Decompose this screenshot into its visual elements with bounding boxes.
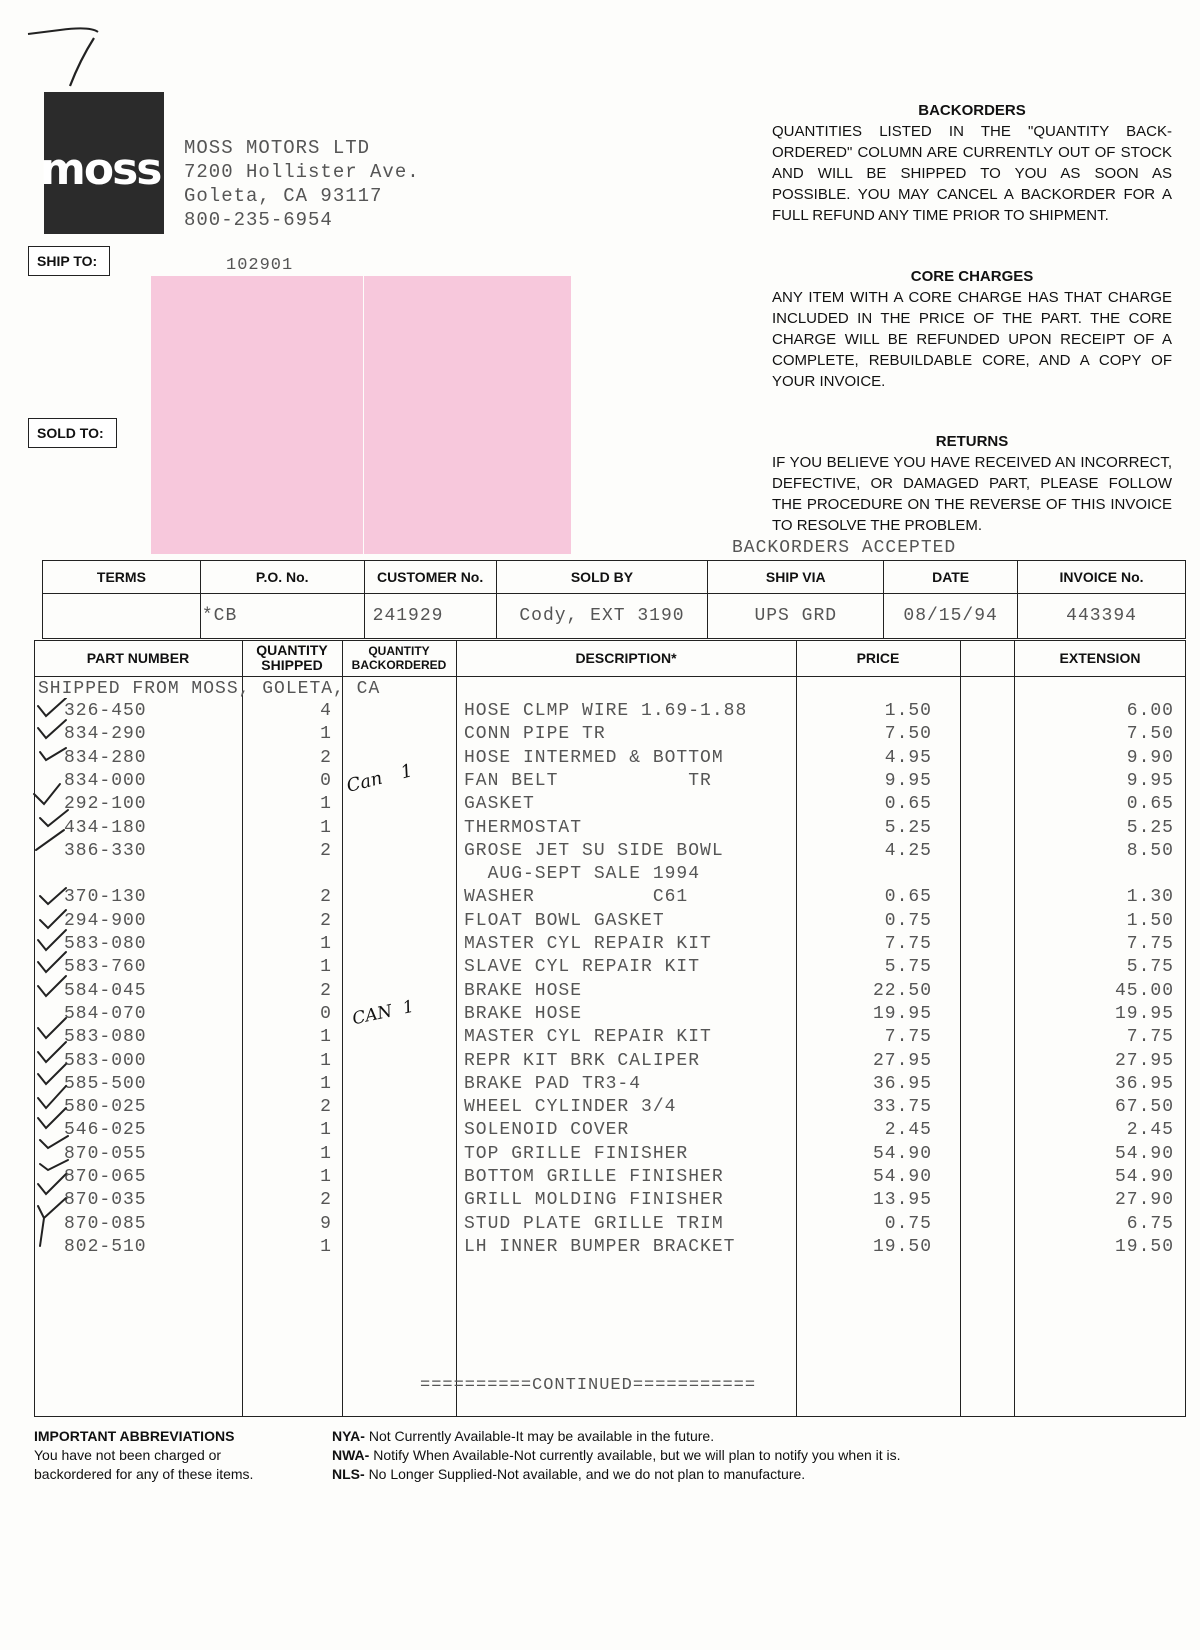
company-address — [184, 136, 420, 232]
cancel-qty: 1 — [401, 996, 416, 1019]
extension-cell: 5.75 — [1126, 957, 1174, 978]
notice-body: ANY ITEM WITH A CORE CHARGE HAS THAT CHARGE INCLUDED IN THE PRICE OF THE PART. THE CORE CHARGE WILL BE REFUNDED UPON RECEIPT OF A COMPLETE, REBUILDABLE CORE, AND A COPY OF YOUR INVOICE. — [772, 289, 1172, 390]
invoice-header-table — [42, 560, 1186, 639]
extension-cell: 7.75 — [1126, 1027, 1174, 1048]
price-cell: 7.50 — [884, 724, 932, 745]
extension-cell: 7.75 — [1126, 934, 1174, 954]
qty-shipped-cell: 2 — [320, 887, 332, 908]
part-number-cell: 802-510 — [64, 1236, 147, 1257]
part-number-cell: 294-900 — [64, 910, 147, 931]
table-row — [34, 701, 1186, 724]
description-cell: BRAKE HOSE — [464, 980, 583, 1001]
price-cell: 0.75 — [884, 1213, 932, 1234]
qty-shipped-cell: 9 — [320, 1213, 332, 1234]
price-cell: 7.75 — [884, 1027, 932, 1048]
handwritten-checkmarks — [30, 698, 90, 1258]
table-row — [34, 887, 1186, 910]
description-cell: SLAVE CYL REPAIR KIT — [464, 957, 701, 978]
price-cell: 5.25 — [884, 817, 932, 838]
part-number-cell: 580-025 — [64, 1097, 147, 1118]
qty-shipped-cell: 1 — [320, 794, 332, 815]
notice-heading: CORE CHARGES — [910, 268, 1034, 285]
qty-shipped-header: QUANTITY SHIPPED — [256, 642, 328, 673]
extension-cell: 54.90 — [1114, 1143, 1174, 1164]
qty-backordered-header: QUANTITY BACKORDERED — [351, 644, 447, 672]
table-row — [34, 771, 1186, 794]
price-cell: 4.95 — [884, 747, 932, 768]
extension-cell: 0.65 — [1126, 794, 1174, 815]
table-row — [34, 1214, 1186, 1237]
description-cell: FAN BELT TR — [464, 770, 712, 791]
price-cell: 0.65 — [884, 794, 932, 815]
description-cell: HOSE INTERMED & BOTTOM — [464, 747, 724, 768]
abbreviation-code: NWA- — [332, 1447, 370, 1463]
qty-shipped-cell: 2 — [320, 1190, 332, 1211]
sticky-note-left — [151, 276, 363, 554]
price-cell: 4.25 — [884, 840, 932, 861]
terms-value — [43, 594, 201, 639]
column-header-divider — [34, 676, 1186, 677]
description-cell: GROSE JET SU SIDE BOWL — [464, 840, 724, 861]
customer-number-value: 241929 — [364, 594, 496, 639]
notice-heading: RETURNS — [935, 433, 1009, 450]
extension-cell: 6.75 — [1126, 1213, 1174, 1234]
table-row — [34, 794, 1186, 817]
part-number-cell: 834-290 — [64, 724, 147, 745]
extension-cell: 1.50 — [1126, 910, 1174, 931]
table-row — [34, 1237, 1186, 1260]
qty-shipped-cell: 1 — [320, 817, 332, 838]
price-cell: 7.75 — [884, 934, 932, 954]
price-cell: 19.50 — [872, 1236, 932, 1257]
ship-to-label: SHIP TO: — [28, 246, 110, 276]
extension-cell: 36.95 — [1114, 1073, 1174, 1094]
description-header: DESCRIPTION* — [575, 649, 677, 666]
cancel-qty: 1 — [398, 760, 415, 784]
part-number-cell: 292-100 — [64, 794, 147, 815]
table-row — [34, 841, 1186, 864]
abbreviation-code: NLS- — [332, 1466, 365, 1482]
qty-shipped-cell: 1 — [320, 1120, 332, 1141]
part-number-cell: 870-065 — [64, 1167, 147, 1187]
price-cell: 27.95 — [872, 1050, 932, 1071]
qty-shipped-cell: 1 — [320, 1167, 332, 1187]
address-line: MOSS MOTORS LTD — [184, 137, 371, 159]
price-cell: 1.50 — [884, 701, 932, 721]
abbreviations-note: You have not been charged or — [34, 1447, 222, 1463]
invoice-number-value: 443394 — [1018, 594, 1186, 639]
ship-via-label: SHIP VIA — [708, 561, 884, 594]
qty-shipped-cell: 2 — [320, 747, 332, 768]
abbreviations-heading: IMPORTANT ABBREVIATIONS — [34, 1428, 235, 1444]
qty-shipped-cell: 0 — [320, 1003, 332, 1024]
extension-cell: 1.30 — [1126, 887, 1174, 908]
abbreviation-item — [332, 1427, 901, 1446]
sold-to-label: SOLD TO: — [28, 418, 117, 448]
extension-cell: 27.90 — [1114, 1190, 1174, 1211]
table-row — [34, 1027, 1186, 1050]
extension-cell: 27.95 — [1114, 1050, 1174, 1071]
extension-cell: 54.90 — [1114, 1167, 1174, 1187]
price-cell: 13.95 — [872, 1190, 932, 1211]
returns-notice — [772, 431, 1172, 536]
qty-shipped-cell: 1 — [320, 934, 332, 954]
price-cell: 33.75 — [872, 1097, 932, 1118]
qty-shipped-cell: 1 — [320, 1236, 332, 1257]
price-cell: 5.75 — [884, 957, 932, 978]
backorders-notice — [772, 100, 1172, 226]
part-number-cell: 584-070 — [64, 1003, 147, 1024]
part-number-cell: 870-055 — [64, 1143, 147, 1164]
qty-shipped-cell: 2 — [320, 840, 332, 861]
date-label: DATE — [884, 561, 1018, 594]
description-cell: BRAKE HOSE — [464, 1003, 583, 1024]
table-row — [34, 1097, 1186, 1120]
logo-text: moss — [40, 144, 161, 195]
ship-to-account-number: 102901 — [226, 256, 294, 275]
description-cell: AUG-SEPT SALE 1994 — [464, 864, 701, 885]
qty-shipped-cell: 2 — [320, 910, 332, 931]
qty-shipped-cell: 1 — [320, 724, 332, 745]
qty-shipped-cell: 1 — [320, 1050, 332, 1071]
shipped-from-line: SHIPPED FROM MOSS, GOLETA, CA — [38, 679, 381, 699]
extension-cell: 6.00 — [1126, 701, 1174, 721]
extension-header: EXTENSION — [1059, 649, 1141, 666]
extension-cell: 19.95 — [1114, 1003, 1174, 1024]
abbreviation-item — [332, 1446, 901, 1465]
notice-heading: BACKORDERS — [918, 102, 1026, 119]
qty-shipped-cell: 0 — [320, 770, 332, 791]
part-number-cell: 583-760 — [64, 957, 147, 978]
description-cell: SOLENOID COVER — [464, 1120, 630, 1141]
part-number-header: PART NUMBER — [86, 649, 190, 666]
description-cell: WHEEL CYLINDER 3/4 — [464, 1097, 677, 1118]
core-charges-notice — [772, 266, 1172, 392]
moss-logo — [40, 92, 164, 234]
table-row — [34, 748, 1186, 771]
description-cell: MASTER CYL REPAIR KIT — [464, 934, 712, 954]
price-cell: 54.90 — [872, 1167, 932, 1187]
notice-body: IF YOU BELIEVE YOU HAVE RECEIVED AN INCORRECT, DEFECTIVE, OR DAMAGED PART, PLEASE FOLLOW THE PROCEDURE ON THE REVERSE OF THIS INVOICE TO RESOLVE THE PROBLEM. — [772, 454, 1172, 534]
description-cell: CONN PIPE TR — [464, 724, 606, 745]
qty-shipped-cell: 1 — [320, 1027, 332, 1048]
sold-by-value: Cody, EXT 3190 — [496, 594, 708, 639]
table-row — [34, 1167, 1186, 1190]
part-number-cell: 834-280 — [64, 747, 147, 768]
abbreviation-text: No Longer Supplied-Not available, and we do not plan to manufacture. — [368, 1466, 806, 1482]
table-row — [34, 1120, 1186, 1143]
price-cell: 2.45 — [884, 1120, 932, 1141]
qty-shipped-cell: 1 — [320, 1073, 332, 1094]
price-cell: 36.95 — [872, 1073, 932, 1094]
notice-body: QUANTITIES LISTED IN THE "QUANTITY BACK-ORDERED" COLUMN ARE CURRENTLY OUT OF STOCK AND WILL BE SHIPPED TO YOU AS SOON AS POSSIBLE. YOU MAY CANCEL A BACKORDER FOR A FULL REFUND ANY TIME PRIOR TO SHIPMENT. — [772, 123, 1172, 224]
abbreviations-list — [332, 1427, 901, 1484]
qty-shipped-cell: 1 — [320, 957, 332, 978]
extension-cell: 8.50 — [1126, 840, 1174, 861]
extension-cell: 67.50 — [1114, 1097, 1174, 1118]
sticky-note-right — [364, 276, 571, 554]
table-row — [34, 1074, 1186, 1097]
price-cell: 0.65 — [884, 887, 932, 908]
description-cell: LH INNER BUMPER BRACKET — [464, 1236, 736, 1257]
abbreviation-code: NYA- — [332, 1428, 365, 1444]
part-number-cell: 583-080 — [64, 934, 147, 954]
cancel-text: Can — [344, 767, 385, 797]
description-cell: HOSE CLMP WIRE 1.69-1.88 — [464, 701, 748, 721]
price-header: PRICE — [856, 649, 900, 666]
description-cell: TOP GRILLE FINISHER — [464, 1143, 689, 1164]
terms-label: TERMS — [43, 561, 201, 594]
table-row — [34, 1190, 1186, 1213]
qty-shipped-cell: 2 — [320, 1097, 332, 1118]
description-cell: GASKET — [464, 794, 535, 815]
table-row — [34, 724, 1186, 747]
part-number-cell: 326-450 — [64, 701, 147, 721]
price-cell: 9.95 — [884, 770, 932, 791]
price-cell: 0.75 — [884, 910, 932, 931]
corner-mark-7 — [20, 20, 110, 90]
qty-shipped-cell: 1 — [320, 1143, 332, 1164]
table-row — [34, 1144, 1186, 1167]
po-number-label: P.O. No. — [200, 561, 364, 594]
date-value: 08/15/94 — [884, 594, 1018, 639]
part-number-cell: 434-180 — [64, 817, 147, 838]
description-cell: WASHER C61 — [464, 887, 689, 908]
part-number-cell: 834-000 — [64, 770, 147, 791]
continued-line: ==========CONTINUED=========== — [420, 1376, 757, 1395]
description-cell: MASTER CYL REPAIR KIT — [464, 1027, 712, 1048]
extension-cell: 7.50 — [1126, 724, 1174, 745]
description-cell: STUD PLATE GRILLE TRIM — [464, 1213, 724, 1234]
part-number-cell: 370-130 — [64, 887, 147, 908]
cancel-text: CAN — [350, 1001, 395, 1030]
abbreviation-text: Not Currently Available-It may be available in the future. — [368, 1428, 715, 1444]
abbreviation-text: Notify When Available-Not currently available, but we will plan to notify you when it is. — [373, 1447, 901, 1463]
description-cell: THERMOSTAT — [464, 817, 583, 838]
description-cell: REPR KIT BRK CALIPER — [464, 1050, 701, 1071]
abbreviations-note: backordered for any of these items. — [34, 1466, 254, 1482]
abbreviation-item — [332, 1465, 901, 1484]
price-cell: 22.50 — [872, 980, 932, 1001]
qty-shipped-cell: 2 — [320, 980, 332, 1001]
address-line: 800-235-6954 — [184, 209, 333, 231]
qty-shipped-cell: 4 — [320, 701, 332, 721]
address-line: Goleta, CA 93117 — [184, 185, 383, 207]
table-row — [34, 818, 1186, 841]
description-cell: FLOAT BOWL GASKET — [464, 910, 665, 931]
part-number-cell: 546-025 — [64, 1120, 147, 1141]
sold-by-label: SOLD BY — [496, 561, 708, 594]
invoice-number-label: INVOICE No. — [1018, 561, 1186, 594]
part-number-cell: 585-500 — [64, 1073, 147, 1094]
price-cell: 19.95 — [872, 1003, 932, 1024]
table-row — [34, 1004, 1186, 1027]
part-number-cell: 870-035 — [64, 1190, 147, 1211]
table-row — [34, 981, 1186, 1004]
price-cell: 54.90 — [872, 1143, 932, 1164]
backorders-accepted-stamp: BACKORDERS ACCEPTED — [732, 538, 957, 558]
extension-cell: 9.90 — [1126, 747, 1174, 768]
abbreviations-left — [34, 1427, 253, 1484]
description-cell: BOTTOM GRILLE FINISHER — [464, 1167, 724, 1187]
address-line: 7200 Hollister Ave. — [184, 161, 420, 183]
table-row — [34, 864, 1186, 887]
extension-cell: 2.45 — [1126, 1120, 1174, 1141]
table-row — [34, 911, 1186, 934]
extension-cell: 19.50 — [1114, 1236, 1174, 1257]
po-number-value: *CB — [200, 594, 364, 639]
extension-cell: 45.00 — [1114, 980, 1174, 1001]
extension-cell: 9.95 — [1126, 770, 1174, 791]
table-row — [34, 934, 1186, 957]
part-number-cell: 386-330 — [64, 840, 147, 861]
part-number-cell: 583-000 — [64, 1050, 147, 1071]
ship-via-value: UPS GRD — [708, 594, 884, 639]
extension-cell: 5.25 — [1126, 817, 1174, 838]
table-row — [34, 957, 1186, 980]
customer-number-label: CUSTOMER No. — [364, 561, 496, 594]
part-number-cell: 584-045 — [64, 980, 147, 1001]
part-number-cell: 870-085 — [64, 1213, 147, 1234]
description-cell: BRAKE PAD TR3-4 — [464, 1073, 642, 1094]
table-row — [34, 1051, 1186, 1074]
description-cell: GRILL MOLDING FINISHER — [464, 1190, 724, 1211]
part-number-cell: 583-080 — [64, 1027, 147, 1048]
